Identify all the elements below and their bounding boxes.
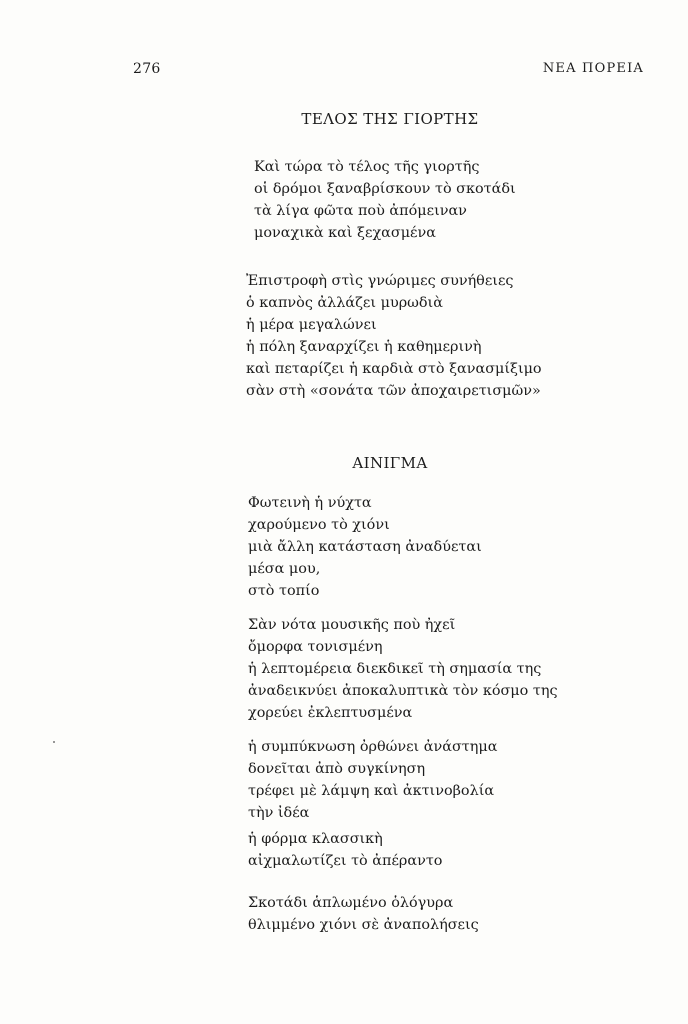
poem-title-telos: ΤΕΛΟΣ ΤΗΣ ΓΙΟΡΤΗΣ [301, 110, 479, 128]
scan-speck [53, 741, 55, 743]
verse-line: ἀναδεικνύει ἀποκαλυπτικὰ τὸν κόσμο της [248, 683, 558, 699]
verse-line: δονεῖται ἀπὸ συγκίνηση [248, 761, 426, 777]
verse-line: Σκοτάδι ἁπλωμένο ὁλόγυρα [248, 895, 454, 911]
verse-line: ἡ φόρμα κλασσικὴ [248, 831, 383, 847]
verse-line: σὰν στὴ «σονάτα τῶν ἀποχαιρετισμῶν» [246, 383, 541, 399]
verse-line: μέσα μου, [248, 561, 321, 577]
verse-line: μιὰ ἄλλη κατάσταση ἀναδύεται [248, 539, 482, 555]
verse-line: ὁ καπνὸς ἀλλάζει μυρωδιὰ [246, 295, 443, 311]
verse-line: ἡ μέρα μεγαλώνει [246, 317, 377, 333]
poem2-stanza-2 [248, 614, 558, 724]
verse-line: Σὰν νότα μουσικῆς ποὺ ἠχεῖ [248, 617, 456, 633]
poem-title-ainigma: ΑΙΝΙΓΜΑ [352, 454, 428, 472]
poem2-stanza-5 [248, 892, 479, 936]
verse-line: ἡ πόλη ξαναρχίζει ἡ καθημερινὴ [246, 339, 482, 355]
poem2-stanza-4 [248, 828, 442, 872]
verse-line: ἡ συμπύκνωση ὀρθώνει ἀνάστημα [248, 739, 498, 755]
verse-line: θλιμμένο χιόνι σὲ ἀναπολήσεις [248, 917, 479, 933]
page-number: 276 [133, 61, 161, 77]
verse-line: Φωτεινὴ ἡ νύχτα [248, 495, 372, 511]
verse-line: τὰ λίγα φῶτα ποὺ ἀπόμειναν [254, 203, 467, 219]
verse-line: χορεύει ἐκλεπτυσμένα [248, 705, 413, 721]
poem1-stanza-2 [246, 270, 542, 402]
poem1-stanza-1 [254, 156, 516, 244]
verse-line: ἡ λεπτομέρεια διεκδικεῖ τὴ σημασία της [248, 661, 542, 677]
verse-line: ὄμορφα τονισμένη [248, 639, 383, 655]
verse-line: αἰχμαλωτίζει τὸ ἀπέραντο [248, 853, 443, 869]
verse-line: Ἐπιστροφὴ στὶς γνώριμες συνήθειες [246, 273, 514, 289]
poem2-stanza-1 [248, 492, 482, 602]
verse-line: τρέφει μὲ λάμψη καὶ ἀκτινοβολία [248, 783, 495, 799]
running-head: ΝΕΑ ΠΟΡΕΙΑ [542, 61, 644, 76]
verse-line: οἱ δρόμοι ξαναβρίσκουν τὸ σκοτάδι [254, 181, 516, 197]
poem2-stanza-3 [248, 736, 497, 824]
verse-line: τὴν ἰδέα [248, 805, 310, 821]
verse-line: στὸ τοπίο [248, 583, 320, 599]
verse-line: Καὶ τώρα τὸ τέλος τῆς γιορτῆς [254, 159, 480, 175]
verse-line: καὶ πεταρίζει ἡ καρδιὰ στὸ ξανασμίξιμο [246, 361, 542, 377]
verse-line: χαρούμενο τὸ χιόνι [248, 517, 390, 533]
verse-line: μοναχικὰ καὶ ξεχασμένα [254, 225, 436, 241]
